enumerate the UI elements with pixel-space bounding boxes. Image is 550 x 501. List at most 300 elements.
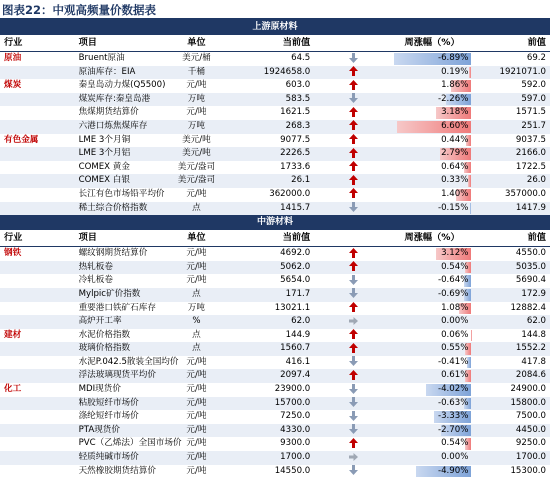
industry-label bbox=[0, 261, 79, 275]
trend-cell bbox=[314, 202, 393, 216]
column-header-row bbox=[0, 230, 550, 247]
change-bar-container bbox=[393, 261, 472, 275]
change-value: 3.12% bbox=[441, 248, 469, 259]
previous-value: 9037.5 bbox=[515, 134, 546, 145]
unit-label: 元/吨 bbox=[186, 107, 207, 118]
current-value: 62.0 bbox=[236, 315, 315, 329]
unit-label: 点 bbox=[157, 342, 236, 356]
previous-value: 1921071.0 bbox=[471, 66, 550, 80]
current-value: 268.3 bbox=[236, 120, 315, 134]
trend-cell bbox=[314, 342, 393, 356]
header-previous: 前值 bbox=[471, 230, 550, 247]
unit-label: 元/吨 bbox=[157, 261, 236, 275]
trend-cell bbox=[314, 383, 393, 397]
current-value: 2097.4 bbox=[236, 369, 315, 383]
change-value: -4.02% bbox=[437, 384, 469, 395]
arrow-down-icon bbox=[349, 288, 358, 298]
item-name: 粘胶短纤市场价 bbox=[79, 397, 158, 411]
item-name: 玻璃价格指数 bbox=[79, 342, 158, 356]
current-value: 9300.0 bbox=[280, 438, 311, 449]
industry-label bbox=[0, 274, 79, 288]
industry-label: 原油 bbox=[4, 53, 22, 63]
current-value: 171.7 bbox=[236, 288, 315, 302]
previous-value: 9250.0 bbox=[515, 438, 546, 449]
previous-value: 15300.0 bbox=[510, 465, 546, 476]
change-bar-container bbox=[393, 106, 472, 120]
change-bar-container bbox=[393, 52, 472, 66]
industry-label bbox=[0, 342, 79, 356]
item-name: 煤炭库存:秦皇岛港 bbox=[79, 93, 158, 107]
trend-cell bbox=[314, 465, 393, 479]
arrow-up-icon bbox=[349, 175, 358, 185]
previous-value: 592.0 bbox=[521, 80, 546, 91]
arrow-down-icon bbox=[349, 411, 358, 421]
previous-value: 172.9 bbox=[471, 288, 550, 302]
arrow-down-icon bbox=[349, 202, 358, 212]
industry-label: 建材 bbox=[4, 329, 22, 340]
industry-label bbox=[0, 202, 79, 216]
arrow-down-icon bbox=[349, 384, 358, 394]
section-title: 上游原材料 bbox=[0, 20, 550, 35]
previous-value: 69.2 bbox=[526, 53, 546, 63]
change-bar-container bbox=[393, 369, 472, 383]
unit-label: 点 bbox=[157, 202, 236, 216]
table-row bbox=[0, 93, 550, 107]
arrow-down-icon bbox=[349, 275, 358, 285]
change-bar-container bbox=[393, 424, 472, 438]
change-value: 0.61% bbox=[441, 370, 469, 381]
trend-cell bbox=[314, 397, 393, 411]
change-value: -0.64% bbox=[437, 275, 469, 286]
change-cell bbox=[393, 147, 472, 161]
unit-label: 千桶 bbox=[157, 66, 236, 80]
table-row bbox=[0, 161, 550, 175]
arrow-flat-icon bbox=[349, 316, 358, 326]
table-row bbox=[0, 79, 550, 93]
industry-label bbox=[0, 188, 79, 202]
current-value: 1621.5 bbox=[280, 107, 311, 118]
previous-value: 1552.2 bbox=[471, 342, 550, 356]
current-value: 416.1 bbox=[285, 356, 311, 367]
table-row bbox=[0, 202, 550, 216]
previous-value: 1722.5 bbox=[515, 161, 546, 172]
unit-label: 元/吨 bbox=[157, 451, 236, 465]
change-bar-container bbox=[393, 274, 472, 288]
change-bar-container bbox=[393, 383, 472, 397]
item-name: PVC（乙烯法）全国市场价 bbox=[78, 438, 182, 449]
unit-label: 美元/桶 bbox=[182, 53, 211, 63]
change-bar-container bbox=[393, 451, 472, 465]
trend-cell bbox=[314, 174, 393, 188]
arrow-up-icon bbox=[349, 302, 358, 312]
current-value: 15700.0 bbox=[236, 397, 315, 411]
item-name: 浮法玻璃现货平均价 bbox=[79, 369, 158, 383]
trend-cell bbox=[314, 288, 393, 302]
change-cell bbox=[393, 342, 472, 356]
price-table bbox=[0, 20, 550, 478]
previous-value: 251.7 bbox=[471, 120, 550, 134]
previous-value: 15800.0 bbox=[471, 397, 550, 411]
header-arrow-spacer bbox=[314, 35, 393, 52]
industry-label: 钢铁 bbox=[4, 248, 22, 259]
trend-cell bbox=[314, 147, 393, 161]
table-row bbox=[0, 261, 550, 275]
previous-value: 24900.0 bbox=[510, 384, 546, 395]
current-value: 13021.1 bbox=[274, 302, 311, 313]
current-value: 4692.0 bbox=[280, 248, 311, 259]
change-bar-container bbox=[393, 437, 472, 451]
change-bar-container bbox=[393, 410, 472, 424]
change-value: 0.06% bbox=[441, 329, 469, 340]
arrow-up-icon bbox=[349, 120, 358, 130]
table-row bbox=[0, 383, 550, 397]
current-value: 2226.5 bbox=[236, 147, 315, 161]
change-bar-container bbox=[393, 397, 472, 411]
item-name: COMEX 黄金 bbox=[78, 161, 130, 172]
current-value: 7250.0 bbox=[280, 411, 311, 422]
arrow-up-icon bbox=[349, 80, 358, 90]
trend-cell bbox=[314, 79, 393, 93]
change-value: 0.64% bbox=[441, 161, 469, 172]
trend-cell bbox=[314, 451, 393, 465]
table-row bbox=[0, 134, 550, 148]
item-name: 涤纶短纤市场价 bbox=[78, 411, 139, 422]
industry-label bbox=[0, 451, 79, 465]
change-value: -2.70% bbox=[437, 424, 469, 435]
item-name: 焦煤期货结算价 bbox=[78, 107, 139, 118]
item-name: 长江有色市场铅平均价 bbox=[78, 188, 165, 199]
table-row bbox=[0, 288, 550, 302]
previous-value: 4450.0 bbox=[471, 424, 550, 438]
change-cell bbox=[393, 247, 472, 261]
change-value: 3.18% bbox=[441, 107, 469, 118]
unit-label: 元/吨 bbox=[186, 275, 207, 286]
industry-label: 煤炭 bbox=[4, 80, 22, 91]
current-value: 26.1 bbox=[236, 174, 315, 188]
arrow-down-icon bbox=[349, 93, 358, 103]
table-row bbox=[0, 174, 550, 188]
section-header bbox=[0, 20, 550, 35]
unit-label: 万吨 bbox=[157, 120, 236, 134]
header-industry: 行业 bbox=[0, 35, 79, 52]
change-cell bbox=[393, 397, 472, 411]
previous-value: 7500.0 bbox=[515, 411, 546, 422]
current-value: 144.9 bbox=[285, 329, 311, 340]
change-value: 0.44% bbox=[441, 134, 469, 145]
change-cell bbox=[393, 302, 472, 316]
unit-label: 美元/盎司 bbox=[157, 174, 236, 188]
change-cell bbox=[393, 161, 472, 175]
previous-value: 12882.4 bbox=[510, 302, 546, 313]
change-bar-container bbox=[393, 288, 472, 302]
change-bar-container bbox=[393, 161, 472, 175]
change-bar-container bbox=[393, 356, 472, 370]
industry-label bbox=[0, 397, 79, 411]
trend-cell bbox=[314, 424, 393, 438]
unit-label: 元/吨 bbox=[186, 188, 207, 199]
industry-label bbox=[0, 106, 79, 120]
change-value: -2.26% bbox=[437, 93, 469, 104]
industry-label bbox=[0, 465, 79, 479]
item-name: 稀土综合价格指数 bbox=[79, 202, 158, 216]
current-value: 1733.6 bbox=[280, 161, 311, 172]
previous-value: 4550.0 bbox=[515, 248, 546, 259]
previous-value: 5035.0 bbox=[471, 261, 550, 275]
industry-label bbox=[0, 424, 79, 438]
trend-cell bbox=[314, 188, 393, 202]
item-name: 螺纹钢期货结算价 bbox=[78, 248, 148, 259]
change-value: -0.15% bbox=[437, 202, 469, 213]
figure-title: 图表22：中观高频量价数据表 bbox=[0, 0, 550, 20]
unit-label: 元/吨 bbox=[186, 465, 207, 476]
trend-cell bbox=[314, 161, 393, 175]
header-current: 当前值 bbox=[236, 35, 315, 52]
item-name: COMEX 白银 bbox=[79, 174, 158, 188]
change-cell bbox=[393, 66, 472, 80]
trend-cell bbox=[314, 329, 393, 343]
change-value: 2.79% bbox=[441, 148, 469, 159]
arrow-up-icon bbox=[349, 343, 358, 353]
table-row bbox=[0, 52, 550, 66]
unit-label: 点 bbox=[157, 288, 236, 302]
trend-cell bbox=[314, 369, 393, 383]
change-cell bbox=[393, 93, 472, 107]
previous-value: 2084.6 bbox=[471, 369, 550, 383]
change-cell bbox=[393, 329, 472, 343]
arrow-up-icon bbox=[349, 261, 358, 271]
change-bar-container bbox=[393, 174, 472, 188]
trend-cell bbox=[314, 315, 393, 329]
previous-value: 597.0 bbox=[471, 93, 550, 107]
unit-label: 元/吨 bbox=[186, 248, 207, 259]
change-bar-container bbox=[393, 120, 472, 134]
change-cell bbox=[393, 202, 472, 216]
current-value: 583.5 bbox=[236, 93, 315, 107]
current-value: 1560.7 bbox=[236, 342, 315, 356]
change-value: -6.89% bbox=[437, 53, 469, 63]
arrow-down-icon bbox=[349, 53, 358, 63]
industry-label: 化工 bbox=[4, 384, 22, 395]
item-name: LME 3个月铝 bbox=[79, 147, 158, 161]
header-current: 当前值 bbox=[236, 230, 315, 247]
item-name: 六港口炼焦煤库存 bbox=[79, 120, 158, 134]
trend-cell bbox=[314, 93, 393, 107]
current-value: 4330.0 bbox=[236, 424, 315, 438]
current-value: 23900.0 bbox=[274, 384, 311, 395]
industry-label bbox=[0, 66, 79, 80]
arrow-up-icon bbox=[349, 66, 358, 76]
table-row bbox=[0, 106, 550, 120]
trend-cell bbox=[314, 274, 393, 288]
previous-value: 62.0 bbox=[471, 315, 550, 329]
change-value: -4.90% bbox=[437, 465, 469, 476]
change-value: 1.08% bbox=[441, 302, 469, 313]
change-value: 0.00% bbox=[441, 316, 469, 327]
change-cell bbox=[393, 315, 472, 329]
industry-label bbox=[0, 437, 79, 451]
current-value: 362000.0 bbox=[269, 188, 311, 199]
change-bar-container bbox=[393, 302, 472, 316]
change-bar-container bbox=[393, 315, 472, 329]
change-value: 0.55% bbox=[441, 343, 469, 354]
change-cell bbox=[393, 383, 472, 397]
change-cell bbox=[393, 410, 472, 424]
change-value: 0.54% bbox=[441, 261, 469, 272]
trend-cell bbox=[314, 356, 393, 370]
current-value: 1700.0 bbox=[236, 451, 315, 465]
current-value: 9077.5 bbox=[280, 134, 311, 145]
arrow-up-icon bbox=[349, 370, 358, 380]
item-name: MDI现货价 bbox=[78, 384, 121, 395]
previous-value: 1417.9 bbox=[471, 202, 550, 216]
previous-value: 417.8 bbox=[521, 356, 546, 367]
item-name: LME 3个月铜 bbox=[78, 134, 131, 145]
industry-label bbox=[0, 315, 79, 329]
change-cell bbox=[393, 120, 472, 134]
header-unit: 单位 bbox=[157, 35, 236, 52]
change-value: -3.33% bbox=[437, 411, 469, 422]
table-row bbox=[0, 465, 550, 479]
previous-value: 1571.5 bbox=[515, 107, 546, 118]
trend-cell bbox=[314, 134, 393, 148]
previous-value: 2166.0 bbox=[471, 147, 550, 161]
unit-label: 美元/吨 bbox=[182, 134, 211, 145]
unit-label: 元/吨 bbox=[157, 397, 236, 411]
change-bar-container bbox=[393, 79, 472, 93]
unit-label: 元/吨 bbox=[186, 356, 207, 367]
industry-label bbox=[0, 369, 79, 383]
trend-cell bbox=[314, 120, 393, 134]
change-bar-container bbox=[393, 247, 472, 261]
change-cell bbox=[393, 188, 472, 202]
unit-label: 万吨 bbox=[157, 93, 236, 107]
item-name: 冷轧板卷 bbox=[78, 275, 113, 286]
change-value: 1.40% bbox=[441, 188, 469, 199]
table-row bbox=[0, 356, 550, 370]
table-row bbox=[0, 342, 550, 356]
item-name: 水泥P.042.5散装全国均价 bbox=[78, 356, 179, 367]
change-bar-container bbox=[393, 147, 472, 161]
change-cell bbox=[393, 174, 472, 188]
trend-cell bbox=[314, 52, 393, 66]
change-cell bbox=[393, 106, 472, 120]
change-value: 0.00% bbox=[441, 452, 469, 463]
industry-label bbox=[0, 120, 79, 134]
trend-cell bbox=[314, 106, 393, 120]
change-cell bbox=[393, 79, 472, 93]
change-bar-container bbox=[393, 93, 472, 107]
change-value: -0.63% bbox=[437, 397, 469, 408]
industry-label bbox=[0, 410, 79, 424]
arrow-up-icon bbox=[349, 329, 358, 339]
change-cell bbox=[393, 451, 472, 465]
arrow-up-icon bbox=[349, 188, 358, 198]
change-bar-container bbox=[393, 329, 472, 343]
previous-value: 26.0 bbox=[471, 174, 550, 188]
change-bar-container bbox=[393, 66, 472, 80]
header-unit: 单位 bbox=[157, 230, 236, 247]
table-row bbox=[0, 369, 550, 383]
arrow-up-icon bbox=[349, 161, 358, 171]
column-header-row bbox=[0, 35, 550, 52]
header-change: 周涨幅（%） bbox=[393, 35, 472, 52]
arrow-down-icon bbox=[349, 397, 358, 407]
change-bar-container bbox=[393, 465, 472, 479]
current-value: 1924658.0 bbox=[236, 66, 315, 80]
table-row bbox=[0, 188, 550, 202]
industry-label bbox=[0, 147, 79, 161]
unit-label: 元/吨 bbox=[186, 411, 207, 422]
trend-cell bbox=[314, 437, 393, 451]
trend-cell bbox=[314, 247, 393, 261]
industry-label bbox=[0, 288, 79, 302]
industry-label: 有色金属 bbox=[4, 134, 39, 145]
table-row bbox=[0, 120, 550, 134]
table-row bbox=[0, 66, 550, 80]
industry-label bbox=[0, 356, 79, 370]
previous-value: 5690.4 bbox=[515, 275, 546, 286]
header-change: 周涨幅（%） bbox=[393, 230, 472, 247]
table-row bbox=[0, 410, 550, 424]
unit-label: 元/吨 bbox=[186, 80, 207, 91]
arrow-up-icon bbox=[349, 134, 358, 144]
table-row bbox=[0, 302, 550, 316]
current-value: 1415.7 bbox=[236, 202, 315, 216]
industry-label bbox=[0, 174, 79, 188]
change-value: 0.33% bbox=[441, 175, 469, 186]
item-name: PTA现货价 bbox=[79, 424, 158, 438]
header-item: 项目 bbox=[79, 230, 158, 247]
unit-label: % bbox=[157, 315, 236, 329]
arrow-up-icon bbox=[349, 248, 358, 258]
arrow-down-icon bbox=[349, 424, 358, 434]
change-cell bbox=[393, 465, 472, 479]
industry-label bbox=[0, 161, 79, 175]
current-value: 5062.0 bbox=[236, 261, 315, 275]
trend-cell bbox=[314, 302, 393, 316]
current-value: 5654.0 bbox=[280, 275, 311, 286]
change-cell bbox=[393, 288, 472, 302]
unit-label: 元/吨 bbox=[186, 438, 207, 449]
unit-label: 美元/盎司 bbox=[177, 161, 216, 172]
item-name: 原油库存：EIA bbox=[79, 66, 158, 80]
change-bar-container bbox=[393, 202, 472, 216]
section-title: 中游材料 bbox=[0, 215, 550, 230]
header-industry: 行业 bbox=[0, 230, 79, 247]
table-row bbox=[0, 274, 550, 288]
trend-cell bbox=[314, 66, 393, 80]
change-cell bbox=[393, 261, 472, 275]
table-row bbox=[0, 397, 550, 411]
table-row bbox=[0, 247, 550, 261]
item-name: 水泥价格指数 bbox=[78, 329, 131, 340]
table-row bbox=[0, 437, 550, 451]
change-value: 0.19% bbox=[441, 66, 469, 77]
item-name: 秦皇岛动力煤(Q5500) bbox=[78, 80, 166, 91]
change-value: -0.41% bbox=[437, 356, 469, 367]
header-previous: 前值 bbox=[471, 35, 550, 52]
change-value: 0.54% bbox=[441, 438, 469, 449]
table-row bbox=[0, 315, 550, 329]
arrow-down-icon bbox=[349, 465, 358, 475]
arrow-flat-icon bbox=[349, 452, 358, 462]
unit-label: 元/吨 bbox=[186, 384, 207, 395]
unit-label: 美元/吨 bbox=[157, 147, 236, 161]
change-bar-container bbox=[393, 134, 472, 148]
change-value: -0.69% bbox=[437, 288, 469, 299]
table-row bbox=[0, 424, 550, 438]
table-row bbox=[0, 147, 550, 161]
